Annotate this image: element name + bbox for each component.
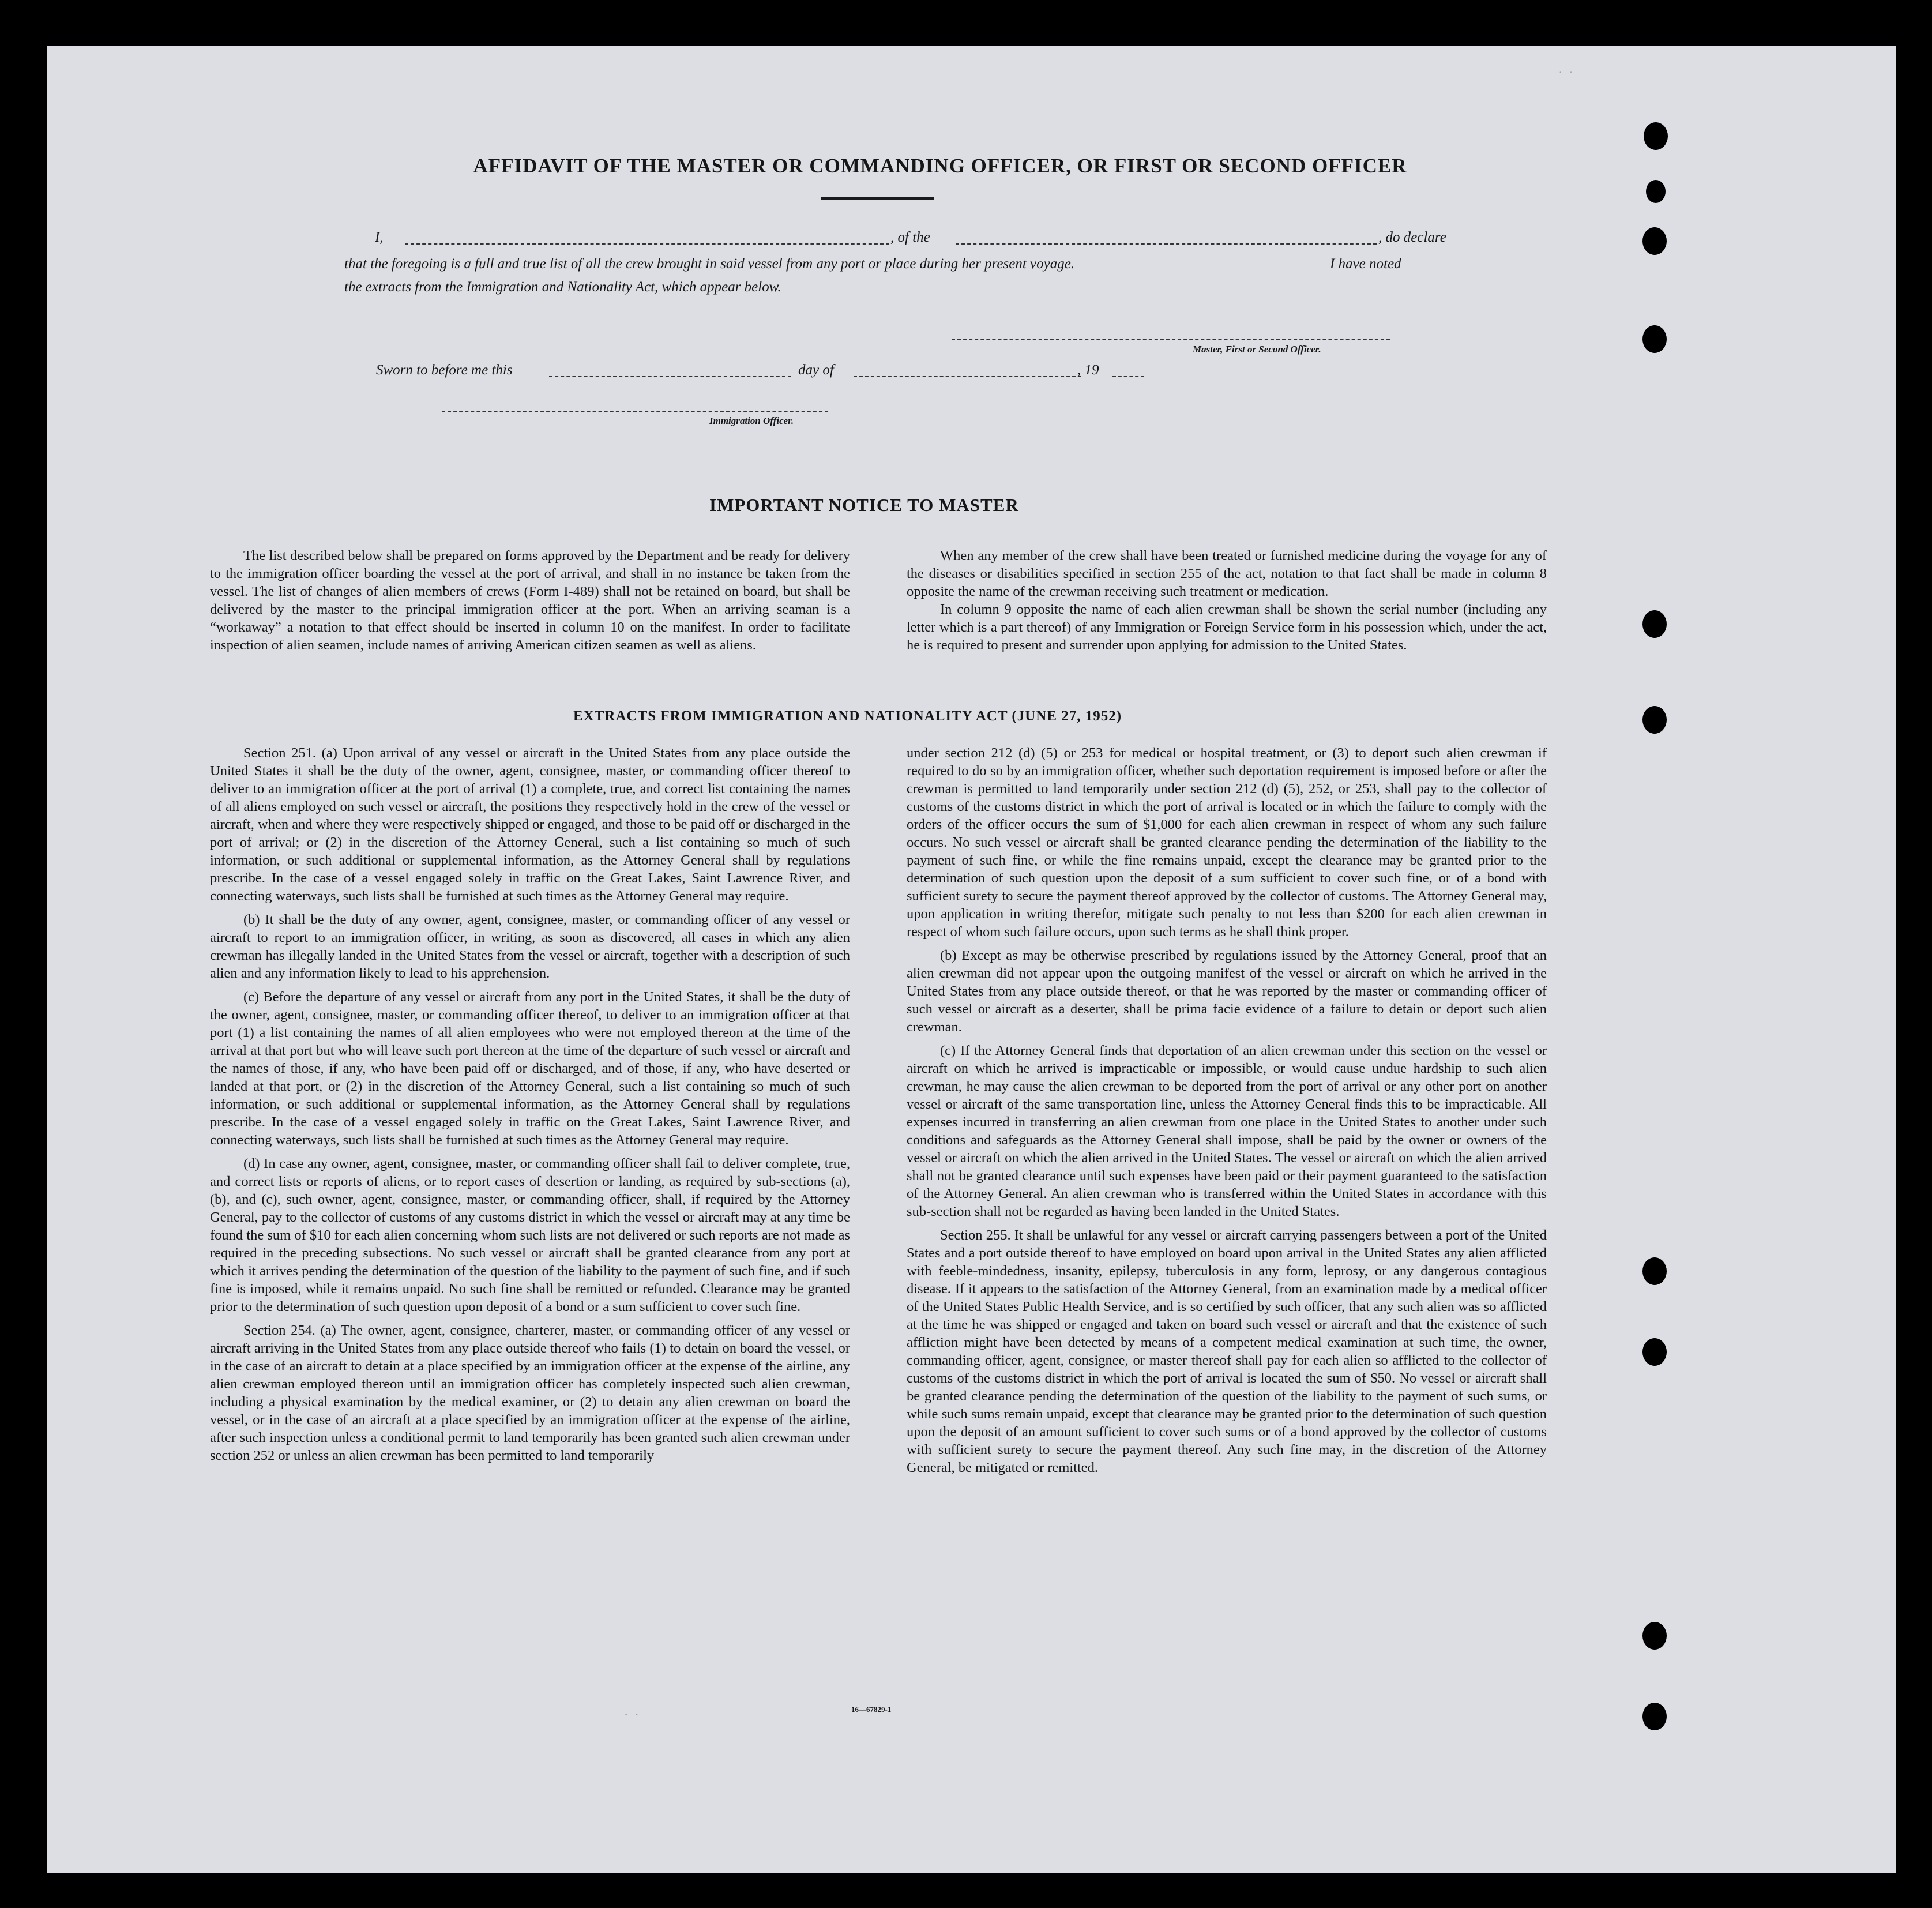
sworn-day-field[interactable] (549, 376, 791, 377)
day-of-label: day of (798, 362, 834, 378)
punch-hole (1642, 1338, 1667, 1366)
punch-hole (1646, 180, 1666, 203)
vessel-field[interactable] (956, 243, 1377, 245)
title-underline (821, 197, 934, 200)
statute-paragraph: Section 255. It shall be unlawful for any vessel or aircraft carrying passengers between a port of the United States and a port outside thereof to have employed on board upon arrival in the United States any alien afflicted with feeble-mindedness, insanity, epilepsy, tuberculosis in any form, leprosy, or any dangerous contagious disease. If it appears to the satisfaction of the Attorney General, from an examination made by a medical officer of the United States Public Health Service, and is so certified by such officer, that any such alien was so afflicted at the time he was shipped or engaged and taken on board such vessel or aircraft and that the existence of such affliction might have been detected by means of a competent medical examination at such time, the owner, commanding officer, agent, consignee, or master thereof shall pay for each alien so afflicted to the collector of customs of the customs district in which the port of arrival is located the sum of $50. No vessel or aircraft shall be granted clearance pending the determination of the question of the liability to the payment of such sums, or while such sums remain unpaid, except that clearance may be granted prior to the determination of such question upon the deposit of an amount sufficient to cover such sums or of a bond approved by the collector of customs with sufficient surety to secure the payment thereof. Any such fine may, in the discretion of the Attorney General, be mitigated or remitted. (907, 1227, 1547, 1475)
punch-hole (1642, 1622, 1667, 1650)
immigration-officer-label: Immigration Officer. (709, 415, 794, 426)
notice-left-column (210, 547, 850, 654)
statute-paragraph: (b) Except as may be otherwise prescribed by regulations issued by the Attorney General, proof that an alien crewman did not appear upon the outgoing manifest of the vessel or aircraft on which he arrived in the United States from any place outside thereof, or that he was reported by the master or commanding officer of such vessel or aircraft as a deserter, shall be prima facie evidence of a failure to detain or deport such alien crewman. (907, 948, 1547, 1035)
year-label: , 19 (1077, 362, 1099, 378)
affidavit-title: AFFIDAVIT OF THE MASTER OR COMMANDING OFFICER, OR FIRST OR SECOND OFFICER (473, 155, 1407, 177)
statute-paragraph: (c) If the Attorney General finds that deportation of an alien crewman under this section on the vessel or aircraft on which he arrived is impracticable or impossible, or would cause undue hardship to such alien crewman, he may cause the alien crewman to be deported from the port of arrival or any other port on another vessel or aircraft of the same transportation line, unless the Attorney General finds this to be impracticable. All expenses incurred in transferring an alien crewman from one place in the United States to another under such conditions and safeguards as the Attorney General shall impose, shall be paid by the owner or owners of the vessel or aircraft on which the alien arrived in the United States. The vessel or aircraft on which the alien arrived shall not be granted clearance until such expenses have been paid or their payment guaranteed to the satisfaction of the Attorney General. An alien crewman who is transferred within the United States in accordance with this sub-section shall not be regarded as having been landed in the United States. (907, 1043, 1547, 1219)
punch-hole (1644, 122, 1668, 150)
statute-paragraph: (c) Before the departure of any vessel or aircraft from any port in the United States, it shall be the duty of the owner, agent, consignee, master, or commanding officer thereof, to deliver to an immigration officer at that port (1) a list containing the names of all alien employees who were not employed thereon at the time of the arrival at that port but who will leave such port thereon at the time of the departure of such vessel or aircraft and the names of those, if any, who have been paid off or discharged, and of those, if any, who have deserted or landed at that port, or (2) in the discretion of the Attorney General, such a list containing so much of such information, or such additional or supplemental information, as the Attorney General shall by regulations prescribe. In the case of a vessel engaged solely in traffic on the Great Lakes, Saint Lawrence River, and connecting waterways, such lists shall be furnished at such times as the Attorney General may require. (210, 989, 850, 1148)
document-page (47, 46, 1896, 1873)
extracts-left-column (210, 744, 850, 1464)
declaration-line-1-end: I have noted (1330, 256, 1401, 272)
punch-hole (1642, 227, 1667, 255)
statute-paragraph: (b) It shall be the duty of any owner, agent, consignee, master, or commanding officer of any vessel or aircraft to report to an immigration officer, in writing, as soon as discovered, all cases in which any alien crewman has illegally landed in the United States from the vessel or aircraft, together with a description of such alien and any information likely to lead to his apprehension. (210, 912, 850, 981)
statute-paragraph: under section 212 (d) (5) or 253 for medical or hospital treatment, or (3) to deport such alien crewman if required to do so by an immigration officer, whether such deportation requirement is imposed before or after the crewman is permitted to land temporarily under section 212 (d) (5), 252, or 253, shall pay to the collector of customs of the customs district in which the port of arrival is located or in which the failure to comply with the orders of the officer occurs the sum of $1,000 for each alien crewman in respect of whom any such failure occurs. No such vessel or aircraft shall be granted clearance pending the determination of the liability to the payment of such fine, or while the fine remains unpaid, except the clearance may be granted prior to the determination of such question upon the deposit of a sum sufficient to cover such fine, or of a bond with sufficient surety to secure the payment thereof approved by the collector of customs. The Attorney General may, upon application in writing therefor, mitigate such penalty to not less than $200 for each alien crewman in respect of whom such failure occurs, upon such terms as he shall think proper. (907, 745, 1547, 940)
year-field[interactable] (1112, 376, 1144, 377)
extracts-title: EXTRACTS FROM IMMIGRATION AND NATIONALITY ACT (JUNE 27, 1952) (573, 708, 1122, 724)
notice-paragraph: When any member of the crew shall have been treated or furnished medicine during the voyage for any of the diseases or disabilities specified in section 255 of the act, notation to that fact shall be made in column 8 opposite the name of the crewman receiving such treatment or medication. (907, 548, 1547, 599)
name-field[interactable] (405, 243, 889, 245)
immigration-officer-signature-field[interactable] (442, 411, 828, 412)
master-signature-field[interactable] (952, 339, 1390, 340)
notice-paragraph: The list described below shall be prepared on forms approved by the Department and be ready for delivery to the immigration officer boarding the vessel at the port of arrival, and shall in no instance be taken from the vessel. The list of changes of alien members of crews (Form I-489) shall not be retained on board, but shall be delivered by the master to the principal immigration officer at the port. When an arriving seaman is a “workaway” a notation to that effect should be inserted in column 10 on the manifest. In order to facilitate inspection of alien seamen, include names of arriving American citizen seamen as well as aliens. (210, 548, 850, 653)
form-number: 16—67829-1 (851, 1705, 892, 1714)
declaration-line-1: that the foregoing is a full and true list of all the crew brought in said vessel from any port or place during her present voyage. (344, 256, 1075, 272)
punch-hole (1642, 1257, 1667, 1285)
declaration-start: I, (375, 230, 384, 245)
punch-hole (1642, 706, 1667, 734)
statute-paragraph: Section 254. (a) The owner, agent, consignee, charterer, master, or commanding officer of any vessel or aircraft arriving in the United States from any place outside thereof who fails (1) to detain on board the vessel, or in the case of an aircraft to detain at a place specified by an immigration officer at the expense of the airline, any alien crewman employed thereon until an immigration officer has completely inspected such alien crewman, including a physical examination by the medical examiner, or (2) to detain any alien crewman on board the vessel, or in the case of an aircraft at a place specified by an immigration officer at the expense of the airline, after such inspection unless a conditional permit to land temporarily has been granted such alien crewman under section 252 or unless an alien crewman has been permitted to land temporarily (210, 1323, 850, 1463)
of-the-label: , of the (890, 230, 930, 245)
statute-paragraph: Section 251. (a) Upon arrival of any vessel or aircraft in the United States from any place outside the United States it shall be the duty of the owner, agent, consignee, master, or commanding officer thereof to deliver to an immigration officer at the port of arrival (1) a complete, true, and correct list containing the names of all aliens employed on such vessel or aircraft, the positions they respectively hold in the crew of the vessel or aircraft, when and where they were respectively shipped or engaged, and those to be paid off or discharged in the port of arrival; or (2) in the discretion of the Attorney General, such a list containing so much of such information, or such additional or supplemental information, as the Attorney General shall by regulations prescribe. In the case of a vessel engaged solely in traffic on the Great Lakes, Saint Lawrence River, and connecting waterways, such lists shall be furnished at such times as the Attorney General may require. (210, 745, 850, 904)
notice-paragraph: In column 9 opposite the name of each alien crewman shall be shown the serial number (including any letter which is a part thereof) of any Immigration or Foreign Service form in his possession which, under the act, he is required to present and surrender upon applying for admission to the United States. (907, 602, 1547, 653)
extracts-right-column (907, 744, 1547, 1477)
sworn-month-field[interactable] (854, 376, 1081, 377)
do-declare-label: , do declare (1378, 230, 1446, 245)
statute-paragraph: (d) In case any owner, agent, consignee, master, or commanding officer shall fail to deliver complete, true, and correct lists or reports of aliens, or to report cases of desertion or landing, as required by sub-sections (a), (b), and (c), such owner, agent, consignee, master, or commanding officer, shall, if required by the Attorney General, pay to the collector of customs of any customs district in which the vessel or aircraft may at any time be found the sum of $10 for each alien concerning whom such lists are not delivered or such reports are not made as required in the preceding subsections. No such vessel or aircraft shall be granted clearance from any port at which it arrives pending the determination of the question of the liability to the payment of such fine, and if such fine is imposed, while it remains unpaid. No such fine shall be remitted or refunded. Clearance may be granted prior to the determination of such question upon deposit of a bond or a sum sufficient to cover such fine. (210, 1156, 850, 1314)
punch-hole (1642, 325, 1667, 353)
bleed-through-mark: · · (1558, 65, 1573, 79)
master-signature-label: Master, First or Second Officer. (1193, 344, 1321, 355)
sworn-label: Sworn to before me this (376, 362, 513, 378)
punch-hole (1642, 1703, 1667, 1730)
notice-right-column (907, 547, 1547, 654)
punch-hole (1642, 610, 1667, 638)
declaration-line-2: the extracts from the Immigration and Nationality Act, which appear below. (344, 279, 781, 295)
bleed-through-mark: · · (624, 1707, 639, 1722)
notice-title: IMPORTANT NOTICE TO MASTER (709, 495, 1019, 515)
